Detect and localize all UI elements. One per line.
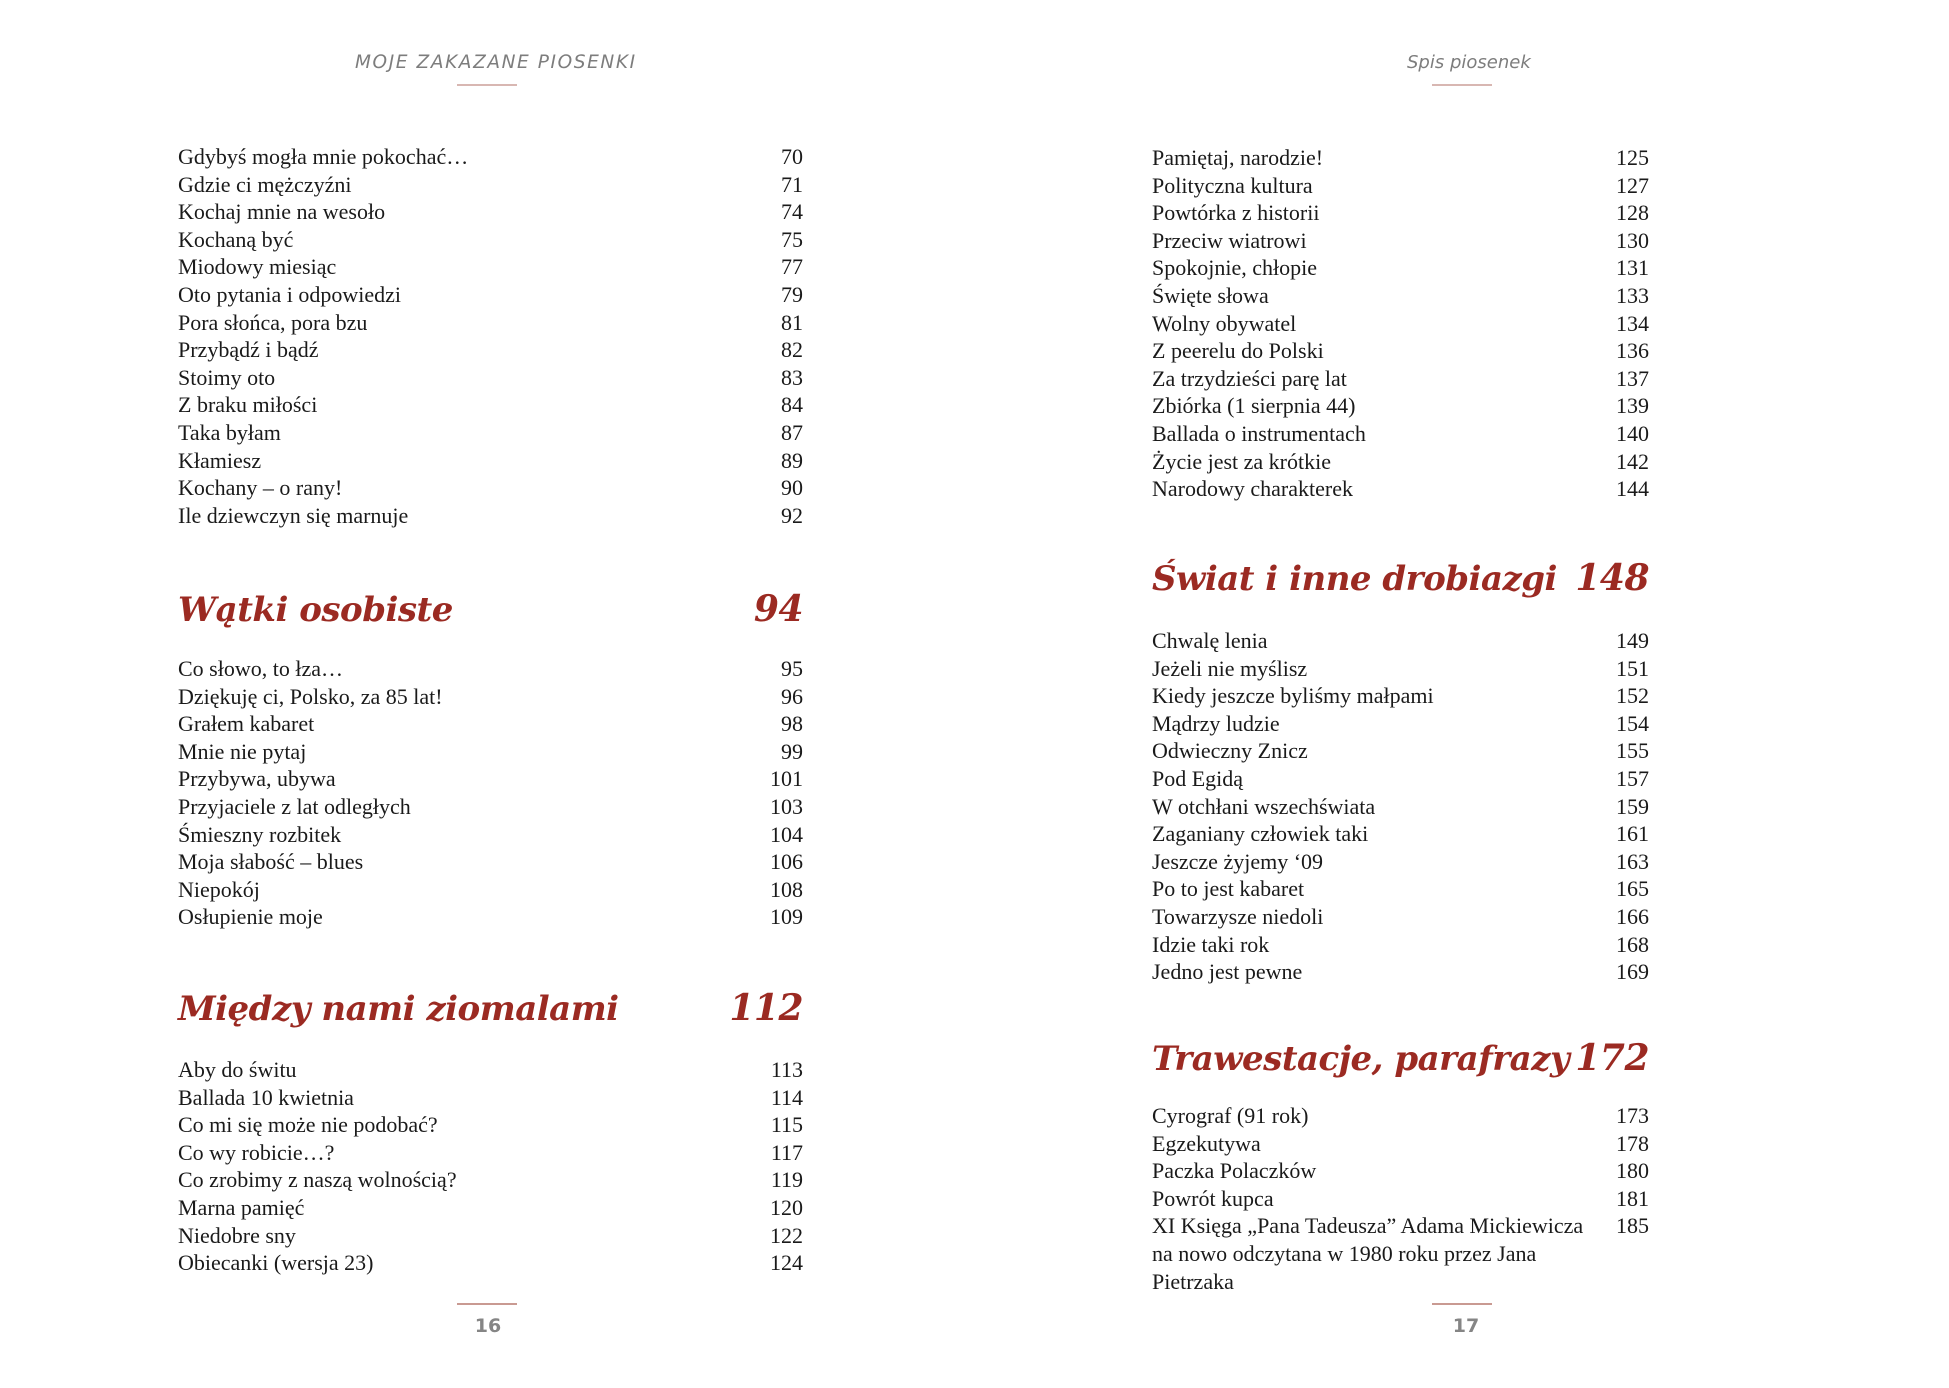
toc-entry-title: Egzekutywa <box>1152 1130 1261 1156</box>
toc-entry[interactable] <box>178 447 803 475</box>
toc-entry[interactable] <box>1152 365 1649 393</box>
toc-entry-page: 87 <box>781 419 803 445</box>
toc-entry-page: 128 <box>1616 200 1649 226</box>
toc-entry[interactable] <box>1152 282 1649 310</box>
toc-entry[interactable] <box>178 474 803 502</box>
toc-entry[interactable] <box>1152 199 1649 227</box>
toc-entry-page: 163 <box>1616 848 1649 874</box>
toc-entry-title: Co wy robicie…? <box>178 1139 335 1165</box>
toc-entry-page: 95 <box>781 656 803 681</box>
toc-entry[interactable] <box>178 765 803 793</box>
toc-entry-page: 115 <box>770 1112 803 1138</box>
toc-entry-title: Kochany – o rany! <box>178 475 343 501</box>
toc-entry-page: 144 <box>1616 476 1649 502</box>
toc-entry-title: Miodowy miesiąc <box>178 254 337 280</box>
toc-entry-title-line: XI Księga „Pana Tadeusza” Adama Mickiewicza <box>1152 1213 1584 1239</box>
toc-entry-title: Zaganiany człowiek taki <box>1152 821 1369 847</box>
toc-entry[interactable] <box>178 309 803 337</box>
toc-entry-page: 83 <box>781 364 803 390</box>
toc-entry-title: Odwieczny Znicz <box>1152 738 1308 764</box>
footer-rule-left <box>457 1303 517 1305</box>
toc-entry-title: Oto pytania i odpowiedzi <box>178 281 402 307</box>
toc-entry-page: 75 <box>781 226 803 252</box>
toc-entry-title <box>1152 1212 1616 1294</box>
toc-entry-page: 109 <box>770 904 803 930</box>
toc-entry-title: Przybywa, ubywa <box>178 766 336 792</box>
toc-entry-title: Ballada 10 kwietnia <box>178 1084 354 1110</box>
toc-entry[interactable] <box>178 876 803 904</box>
toc-entry[interactable] <box>1152 1102 1649 1130</box>
toc-entry[interactable] <box>1152 655 1649 683</box>
toc-entry-page: 142 <box>1616 448 1649 474</box>
toc-entry-page: 106 <box>770 849 803 875</box>
toc-entry[interactable] <box>178 1249 803 1277</box>
toc-entry-page: 165 <box>1616 876 1649 902</box>
toc-entry[interactable] <box>178 364 803 392</box>
toc-entry-page: 134 <box>1616 310 1649 336</box>
toc-entry[interactable] <box>1152 820 1649 848</box>
toc-entry-title: Gdybyś mogła mnie pokochać… <box>178 144 469 169</box>
toc-entry-page: 131 <box>1616 255 1649 281</box>
toc-entry-title: Osłupienie moje <box>178 904 323 930</box>
toc-entry[interactable] <box>1152 627 1649 655</box>
toc-entry[interactable] <box>1152 903 1649 931</box>
toc-entry[interactable] <box>178 419 803 447</box>
running-head-right: Spis piosenek <box>1407 52 1531 73</box>
toc-entry-page: 140 <box>1616 420 1649 446</box>
toc-list <box>178 143 803 529</box>
toc-entry-title: Spokojnie, chłopie <box>1152 255 1317 281</box>
toc-entry-title: Jeszcze żyjemy ‘09 <box>1152 848 1324 874</box>
toc-entry[interactable] <box>178 655 803 683</box>
toc-entry[interactable] <box>178 171 803 199</box>
toc-list <box>1152 144 1649 503</box>
toc-entry-title: Taka byłam <box>178 419 281 445</box>
toc-entry-title: W otchłani wszechświata <box>1152 793 1376 819</box>
toc-list <box>178 1056 803 1277</box>
toc-entry-page: 136 <box>1616 338 1649 364</box>
toc-entry[interactable] <box>178 710 803 738</box>
toc-entry-title: Kochaj mnie na wesoło <box>178 199 386 225</box>
section-title: Między nami ziomalami <box>178 989 619 1029</box>
toc-entry[interactable] <box>178 1139 803 1167</box>
toc-entry[interactable] <box>178 226 803 254</box>
toc-entry-title: Co mi się może nie podobać? <box>178 1112 438 1138</box>
page-number-left: 16 <box>474 1315 502 1337</box>
toc-entry-title: Ile dziewczyn się marnuje <box>178 502 409 528</box>
toc-entry-page: 96 <box>781 683 803 709</box>
right-page-toc <box>1152 0 1649 1300</box>
toc-entry[interactable] <box>178 391 803 419</box>
toc-entry-page: 108 <box>770 876 803 902</box>
toc-entry-title: Z peerelu do Polski <box>1152 338 1324 364</box>
toc-entry[interactable] <box>1152 172 1649 200</box>
toc-entry[interactable] <box>1152 392 1649 420</box>
toc-entry-title: Niedobre sny <box>178 1222 296 1248</box>
toc-entry-title: Mądrzy ludzie <box>1152 710 1280 736</box>
toc-entry-title: Pod Egidą <box>1152 765 1244 791</box>
section-heading <box>178 988 803 1029</box>
toc-entry[interactable] <box>178 502 803 530</box>
toc-entry-title: Mnie nie pytaj <box>178 738 307 764</box>
toc-entry[interactable] <box>1152 448 1649 476</box>
toc-entry-title: Z braku miłości <box>178 392 318 418</box>
toc-entry-page: 166 <box>1616 903 1649 929</box>
toc-entry-title: Idzie taki rok <box>1152 931 1270 957</box>
toc-entry-title: Zbiórka (1 sierpnia 44) <box>1152 393 1356 419</box>
toc-entry-title: Chwalę lenia <box>1152 628 1268 653</box>
toc-entry[interactable] <box>178 683 803 711</box>
toc-entry[interactable] <box>1152 765 1649 793</box>
toc-entry-title: Co słowo, to łza… <box>178 656 343 681</box>
toc-entry-page: 133 <box>1616 282 1649 308</box>
toc-entry-page: 178 <box>1616 1130 1649 1156</box>
toc-entry-page: 70 <box>781 144 803 169</box>
toc-entry-page: 151 <box>1616 655 1649 681</box>
toc-entry-title: Jedno jest pewne <box>1152 959 1303 985</box>
toc-entry-page: 127 <box>1616 172 1649 198</box>
toc-entry-page: 155 <box>1616 738 1649 764</box>
section-page-number: 94 <box>753 588 803 630</box>
toc-entry-page: 103 <box>770 793 803 819</box>
toc-list <box>178 655 803 931</box>
toc-entry-title: Za trzydzieści parę lat <box>1152 365 1347 391</box>
toc-entry[interactable] <box>1152 420 1649 448</box>
section-heading <box>1152 558 1649 599</box>
section-title: Świat i inne drobiazgi <box>1152 559 1557 599</box>
toc-entry-page: 89 <box>781 447 803 473</box>
toc-entry[interactable] <box>1152 875 1649 903</box>
toc-entry-title: Powtórka z historii <box>1152 200 1320 226</box>
toc-entry-title: Przybądź i bądź <box>178 337 319 363</box>
toc-entry[interactable] <box>178 281 803 309</box>
toc-entry-page: 77 <box>781 254 803 280</box>
toc-entry-page: 90 <box>781 475 803 501</box>
toc-entry[interactable] <box>1152 1157 1649 1185</box>
toc-entry-page: 99 <box>781 738 803 764</box>
toc-entry-page: 122 <box>770 1222 803 1248</box>
toc-entry-page: 92 <box>781 502 803 528</box>
section-page-number: 172 <box>1575 1037 1649 1079</box>
toc-entry-page: 84 <box>781 392 803 418</box>
toc-entry[interactable] <box>178 336 803 364</box>
toc-entry-title: Życie jest za krótkie <box>1152 448 1331 474</box>
section-title: Trawestacje, parafrazy <box>1152 1039 1570 1079</box>
toc-list <box>1152 1102 1649 1294</box>
toc-entry-title: Po to jest kabaret <box>1152 876 1305 902</box>
toc-entry[interactable] <box>178 738 803 766</box>
toc-entry-page: 139 <box>1616 393 1649 419</box>
toc-entry[interactable] <box>1152 958 1649 986</box>
toc-entry-page: 185 <box>1616 1213 1649 1239</box>
toc-entry-page: 124 <box>770 1250 803 1276</box>
toc-entry-page: 71 <box>781 171 803 197</box>
toc-entry[interactable] <box>178 903 803 931</box>
toc-entry-title: Moja słabość – blues <box>178 849 364 875</box>
toc-entry[interactable] <box>1152 793 1649 821</box>
toc-entry[interactable] <box>178 1222 803 1250</box>
toc-entry-title: Dziękuję ci, Polsko, za 85 lat! <box>178 683 443 709</box>
toc-entry-title: Obiecanki (wersja 23) <box>178 1250 374 1276</box>
toc-entry-title: Aby do świtu <box>178 1057 297 1082</box>
section-heading <box>1152 1038 1649 1079</box>
toc-entry-title: Narodowy charakterek <box>1152 476 1353 502</box>
toc-entry-title: Pamiętaj, narodzie! <box>1152 145 1324 170</box>
toc-entry-page: 152 <box>1616 683 1649 709</box>
toc-entry-page: 74 <box>781 199 803 225</box>
toc-entry[interactable] <box>1152 227 1649 255</box>
section-title: Wątki osobiste <box>178 590 453 630</box>
toc-entry-title: Kochaną być <box>178 226 294 252</box>
toc-entry-page: 81 <box>781 309 803 335</box>
toc-entry[interactable] <box>1152 848 1649 876</box>
toc-entry-title: Śmieszny rozbitek <box>178 821 342 847</box>
toc-entry-title: Powrót kupca <box>1152 1185 1274 1211</box>
toc-entry-page: 101 <box>770 766 803 792</box>
running-head-left: MOJE ZAKAZANE PIOSENKI <box>355 52 637 73</box>
toc-entry-title: Kiedy jeszcze byliśmy małpami <box>1152 683 1434 709</box>
toc-entry[interactable] <box>178 198 803 226</box>
toc-entry-title: Marna pamięć <box>178 1194 305 1220</box>
toc-entry[interactable] <box>178 1111 803 1139</box>
toc-entry[interactable] <box>178 143 803 171</box>
toc-entry[interactable] <box>1152 475 1649 503</box>
toc-entry[interactable] <box>1152 144 1649 172</box>
toc-entry-page: 137 <box>1616 365 1649 391</box>
toc-entry[interactable] <box>178 1056 803 1084</box>
toc-entry-title: Święte słowa <box>1152 282 1269 308</box>
toc-list <box>1152 627 1649 986</box>
section-page-number: 112 <box>729 987 803 1029</box>
toc-entry-page: 168 <box>1616 931 1649 957</box>
toc-entry-title: Gdzie ci mężczyźni <box>178 171 352 197</box>
toc-entry-title: Stoimy oto <box>178 364 276 390</box>
toc-entry[interactable] <box>1152 737 1649 765</box>
toc-entry-page: 159 <box>1616 793 1649 819</box>
toc-entry-title: Pora słońca, pora bzu <box>178 309 368 335</box>
toc-entry-page: 149 <box>1616 628 1649 653</box>
toc-entry[interactable] <box>1152 337 1649 365</box>
toc-entry-page: 119 <box>770 1167 803 1193</box>
toc-entry-title-line: na nowo odczytana w 1980 roku przez Jana Pietrzaka <box>1152 1240 1537 1294</box>
toc-entry-page: 125 <box>1616 145 1649 170</box>
section-heading <box>178 589 803 630</box>
toc-entry-title: Polityczna kultura <box>1152 172 1313 198</box>
toc-entry-page: 120 <box>770 1194 803 1220</box>
toc-entry[interactable] <box>178 821 803 849</box>
left-page-toc <box>178 0 803 1300</box>
footer-rule-right <box>1432 1303 1492 1305</box>
toc-entry-title: Przyjaciele z lat odległych <box>178 793 411 819</box>
toc-entry-page: 181 <box>1616 1185 1649 1211</box>
toc-entry[interactable] <box>1152 682 1649 710</box>
toc-entry-page: 157 <box>1616 765 1649 791</box>
toc-entry[interactable] <box>178 848 803 876</box>
toc-entry-page: 82 <box>781 337 803 363</box>
toc-entry[interactable] <box>1152 310 1649 338</box>
toc-entry-page: 117 <box>770 1139 803 1165</box>
toc-entry-title: Kłamiesz <box>178 447 262 473</box>
toc-entry-page: 130 <box>1616 227 1649 253</box>
toc-entry-title: Przeciw wiatrowi <box>1152 227 1307 253</box>
toc-entry[interactable] <box>1152 931 1649 959</box>
toc-entry-page: 180 <box>1616 1158 1649 1184</box>
toc-entry-page: 79 <box>781 281 803 307</box>
toc-entry[interactable] <box>1152 1212 1649 1294</box>
toc-entry-title: Wolny obywatel <box>1152 310 1297 336</box>
page-number-right: 17 <box>1452 1315 1480 1337</box>
toc-entry-title: Jeżeli nie myślisz <box>1152 655 1308 681</box>
toc-entry[interactable] <box>1152 254 1649 282</box>
toc-entry[interactable] <box>1152 710 1649 738</box>
toc-entry[interactable] <box>178 1194 803 1222</box>
toc-entry-title: Ballada o instrumentach <box>1152 420 1366 446</box>
toc-entry-page: 113 <box>770 1057 803 1082</box>
toc-entry-page: 154 <box>1616 710 1649 736</box>
toc-entry-title: Niepokój <box>178 876 260 902</box>
toc-entry[interactable] <box>178 793 803 821</box>
toc-entry-title: Grałem kabaret <box>178 711 315 737</box>
toc-entry[interactable] <box>1152 1130 1649 1158</box>
section-page-number: 148 <box>1575 557 1649 599</box>
toc-entry-title: Paczka Polaczków <box>1152 1158 1317 1184</box>
toc-entry[interactable] <box>178 1084 803 1112</box>
toc-entry-page: 104 <box>770 821 803 847</box>
toc-entry[interactable] <box>1152 1185 1649 1213</box>
toc-entry[interactable] <box>178 253 803 281</box>
toc-entry-page: 169 <box>1616 959 1649 985</box>
toc-entry-page: 98 <box>781 711 803 737</box>
toc-entry-title: Towarzysze niedoli <box>1152 903 1324 929</box>
toc-entry[interactable] <box>178 1166 803 1194</box>
toc-entry-title: Cyrograf (91 rok) <box>1152 1103 1309 1128</box>
toc-entry-page: 114 <box>770 1084 803 1110</box>
toc-entry-page: 161 <box>1616 821 1649 847</box>
toc-entry-page: 173 <box>1616 1103 1649 1128</box>
toc-entry-title: Co zrobimy z naszą wolnością? <box>178 1167 457 1193</box>
